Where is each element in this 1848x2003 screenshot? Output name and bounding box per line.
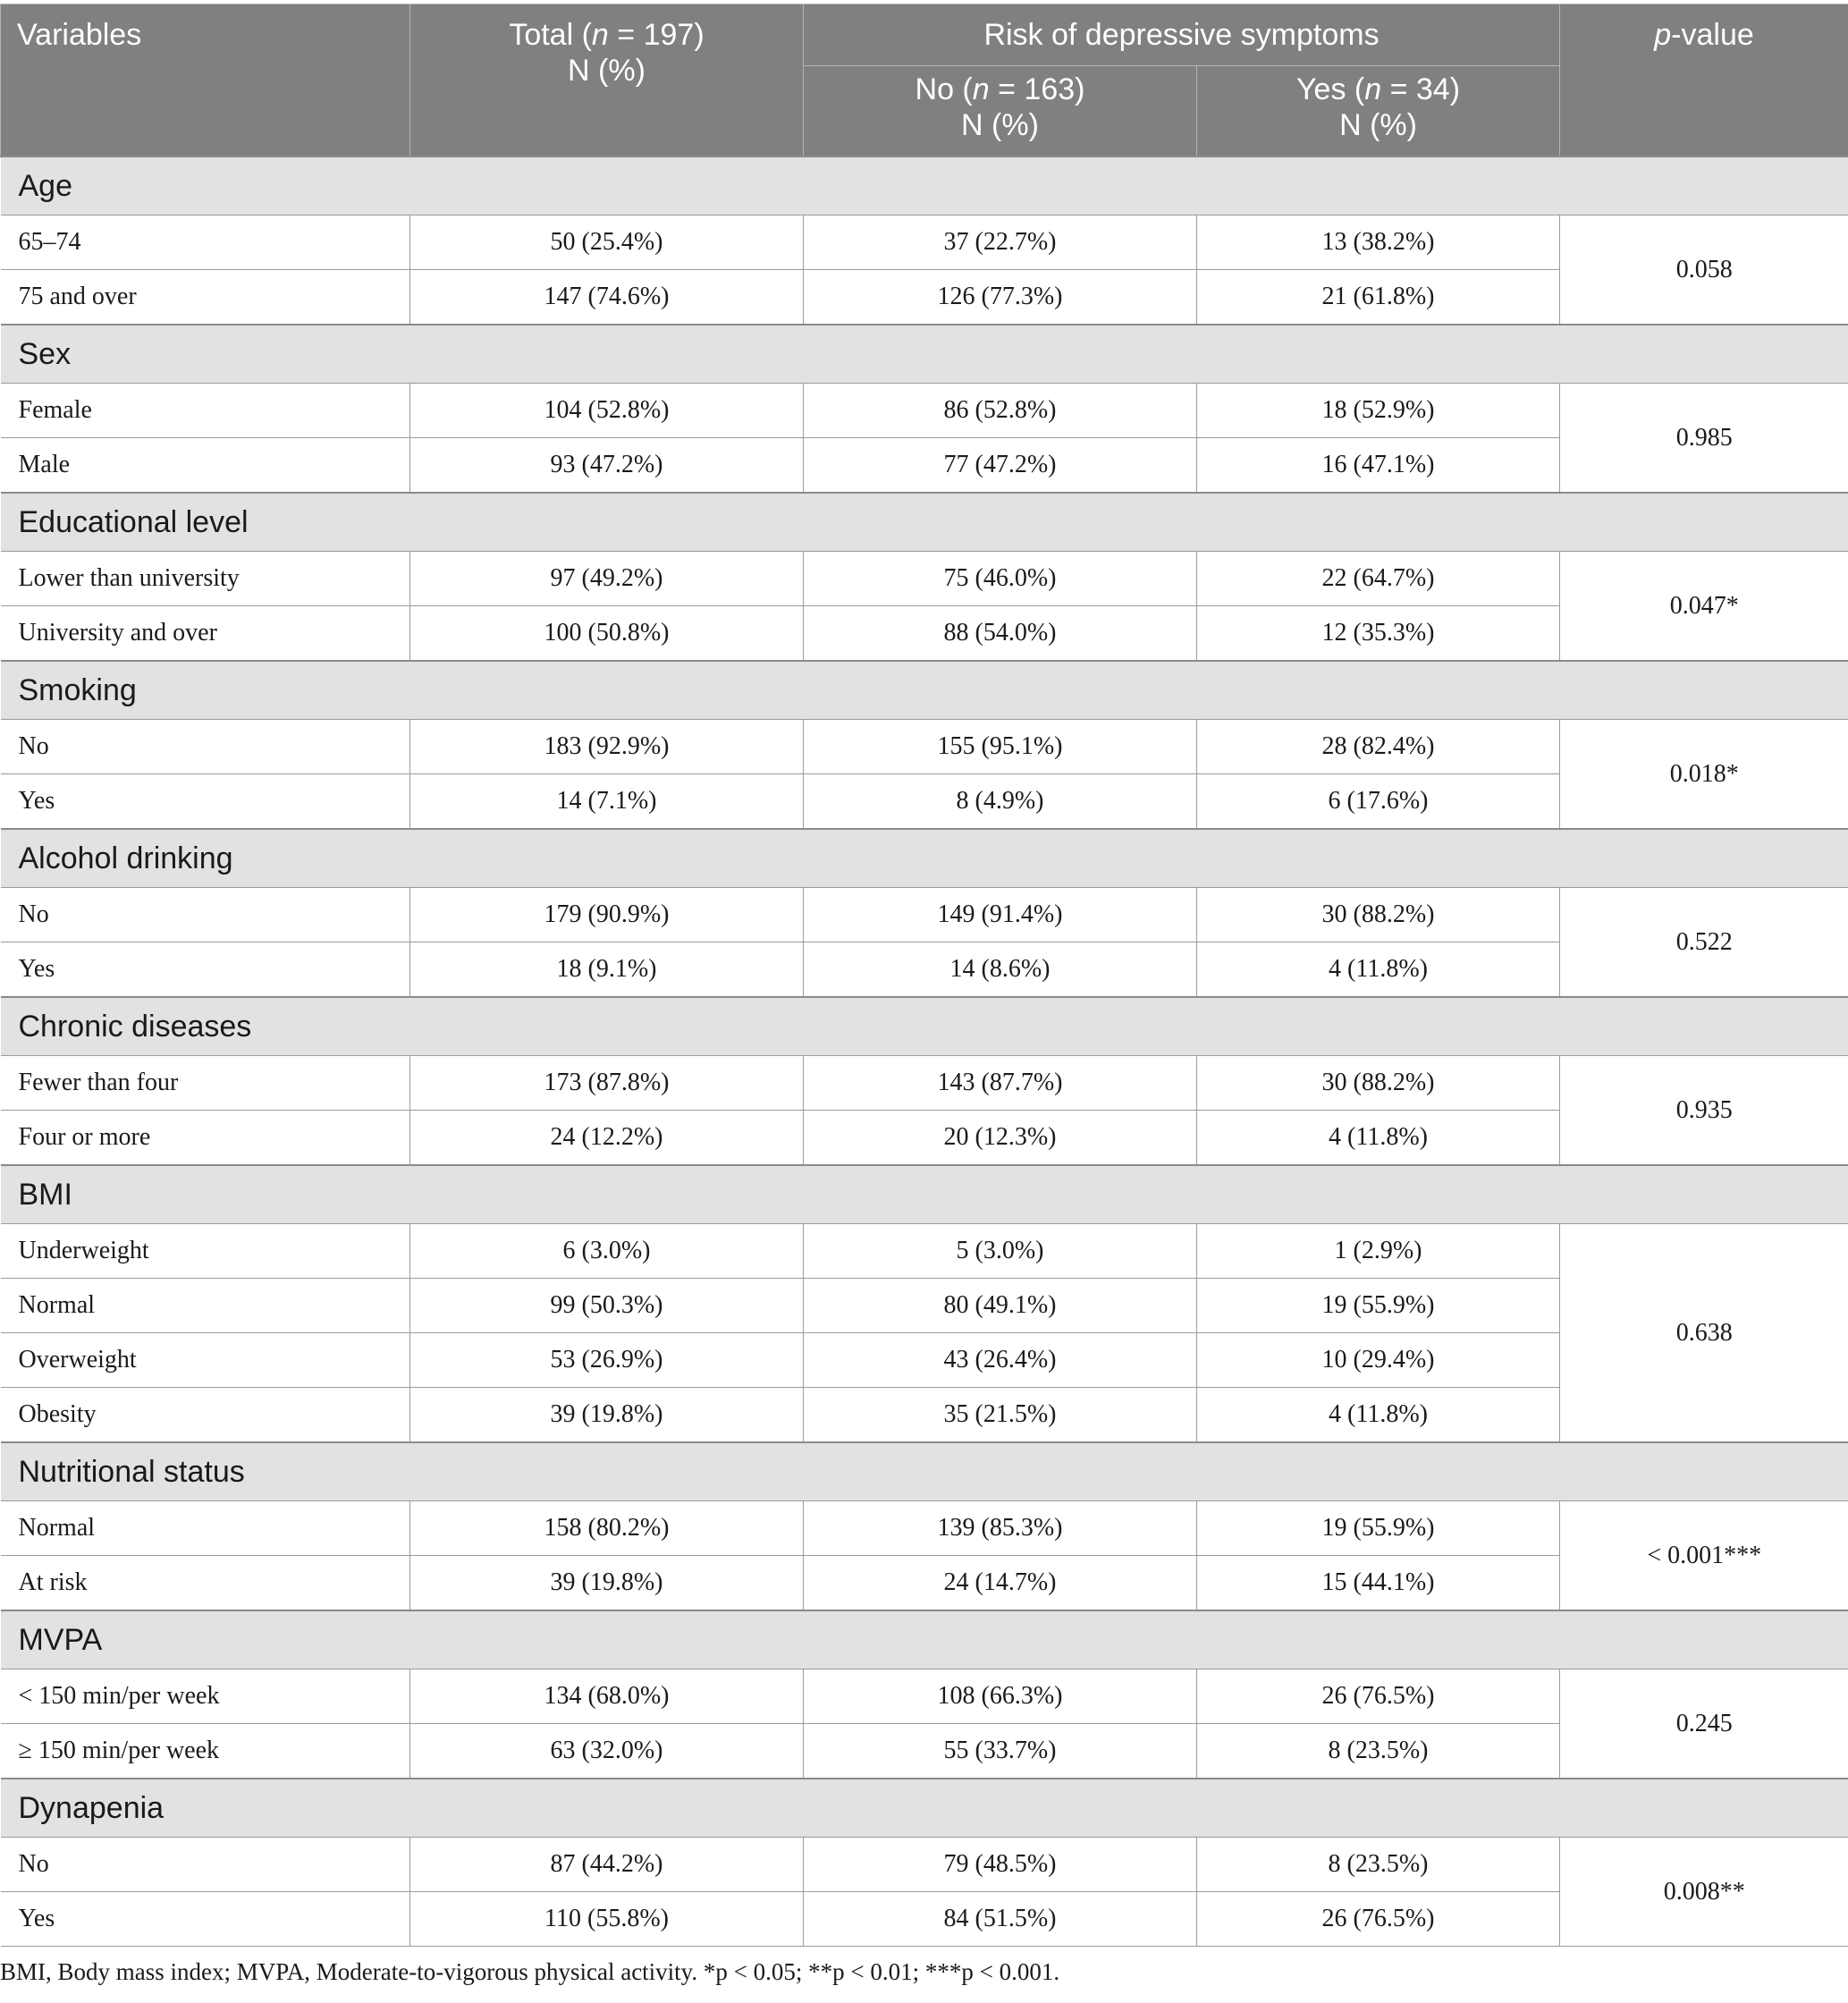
cell-yes: 26 (76.5%) — [1197, 1669, 1560, 1724]
cell-total: 173 (87.8%) — [410, 1056, 804, 1111]
cell-no: 20 (12.3%) — [804, 1111, 1197, 1166]
cell-p-value: 0.018* — [1560, 720, 1848, 830]
group-label: Nutritional status — [1, 1442, 1848, 1501]
group-label: Chronic diseases — [1, 997, 1848, 1056]
cell-total: 179 (90.9%) — [410, 888, 804, 942]
cell-no: 88 (54.0%) — [804, 606, 1197, 662]
row-label: Yes — [1, 1892, 410, 1947]
group-header-row — [1, 997, 1848, 1056]
row-label: 65–74 — [1, 216, 410, 270]
table-row — [1, 1224, 1848, 1279]
cell-total: 14 (7.1%) — [410, 774, 804, 830]
row-label: < 150 min/per week — [1, 1669, 410, 1724]
cell-p-value: 0.008** — [1560, 1838, 1848, 1947]
table-row — [1, 1501, 1848, 1556]
cell-no: 43 (26.4%) — [804, 1333, 1197, 1388]
header-variables: Variables — [1, 4, 410, 157]
group-header-row — [1, 1442, 1848, 1501]
row-label: Four or more — [1, 1111, 410, 1166]
cell-total: 97 (49.2%) — [410, 552, 804, 606]
cell-yes: 10 (29.4%) — [1197, 1333, 1560, 1388]
cell-yes: 8 (23.5%) — [1197, 1724, 1560, 1779]
header-p-value: p-value — [1560, 4, 1848, 157]
cell-total: 147 (74.6%) — [410, 270, 804, 325]
group-label: Educational level — [1, 493, 1848, 552]
characteristics-table — [0, 4, 1848, 1947]
cell-no: 84 (51.5%) — [804, 1892, 1197, 1947]
row-label: Overweight — [1, 1333, 410, 1388]
row-label: Underweight — [1, 1224, 410, 1279]
row-label: Normal — [1, 1501, 410, 1556]
cell-yes: 22 (64.7%) — [1197, 552, 1560, 606]
group-header-row — [1, 829, 1848, 888]
cell-p-value: 0.047* — [1560, 552, 1848, 662]
cell-no: 77 (47.2%) — [804, 438, 1197, 494]
cell-total: 134 (68.0%) — [410, 1669, 804, 1724]
cell-yes: 26 (76.5%) — [1197, 1892, 1560, 1947]
cell-total: 53 (26.9%) — [410, 1333, 804, 1388]
cell-no: 8 (4.9%) — [804, 774, 1197, 830]
cell-total: 50 (25.4%) — [410, 216, 804, 270]
cell-yes: 15 (44.1%) — [1197, 1556, 1560, 1611]
cell-no: 14 (8.6%) — [804, 942, 1197, 998]
table-container — [0, 4, 1848, 1947]
row-label: Male — [1, 438, 410, 494]
cell-yes: 18 (52.9%) — [1197, 384, 1560, 438]
row-label: University and over — [1, 606, 410, 662]
cell-total: 110 (55.8%) — [410, 1892, 804, 1947]
cell-no: 37 (22.7%) — [804, 216, 1197, 270]
cell-yes: 16 (47.1%) — [1197, 438, 1560, 494]
cell-p-value: 0.522 — [1560, 888, 1848, 998]
group-header-row — [1, 1165, 1848, 1224]
cell-yes: 4 (11.8%) — [1197, 942, 1560, 998]
cell-p-value: < 0.001*** — [1560, 1501, 1848, 1611]
cell-total: 93 (47.2%) — [410, 438, 804, 494]
row-label: No — [1, 720, 410, 774]
cell-total: 100 (50.8%) — [410, 606, 804, 662]
row-label: Yes — [1, 774, 410, 830]
group-header-row — [1, 1610, 1848, 1669]
row-label: Obesity — [1, 1388, 410, 1443]
table-row — [1, 720, 1848, 774]
row-label: Lower than university — [1, 552, 410, 606]
row-label: Fewer than four — [1, 1056, 410, 1111]
table-body — [1, 156, 1848, 1947]
table-row — [1, 552, 1848, 606]
cell-yes: 12 (35.3%) — [1197, 606, 1560, 662]
header-total: Total (n = 197) N (%) — [410, 4, 804, 157]
cell-yes: 13 (38.2%) — [1197, 216, 1560, 270]
group-label: Sex — [1, 325, 1848, 384]
cell-p-value: 0.638 — [1560, 1224, 1848, 1443]
cell-no: 79 (48.5%) — [804, 1838, 1197, 1892]
cell-total: 18 (9.1%) — [410, 942, 804, 998]
table-row — [1, 888, 1848, 942]
cell-no: 155 (95.1%) — [804, 720, 1197, 774]
cell-yes: 19 (55.9%) — [1197, 1279, 1560, 1333]
group-label: BMI — [1, 1165, 1848, 1224]
group-label: Smoking — [1, 661, 1848, 720]
cell-p-value: 0.935 — [1560, 1056, 1848, 1166]
group-header-row — [1, 156, 1848, 216]
cell-yes: 4 (11.8%) — [1197, 1388, 1560, 1443]
row-label: Yes — [1, 942, 410, 998]
cell-total: 183 (92.9%) — [410, 720, 804, 774]
cell-no: 139 (85.3%) — [804, 1501, 1197, 1556]
table-row — [1, 216, 1848, 270]
group-header-row — [1, 1779, 1848, 1838]
cell-no: 24 (14.7%) — [804, 1556, 1197, 1611]
cell-no: 149 (91.4%) — [804, 888, 1197, 942]
header-risk-group: Risk of depressive symptoms — [804, 4, 1560, 66]
cell-total: 158 (80.2%) — [410, 1501, 804, 1556]
cell-no: 126 (77.3%) — [804, 270, 1197, 325]
group-header-row — [1, 325, 1848, 384]
cell-no: 143 (87.7%) — [804, 1056, 1197, 1111]
row-label: Female — [1, 384, 410, 438]
group-label: Age — [1, 156, 1848, 216]
cell-yes: 28 (82.4%) — [1197, 720, 1560, 774]
cell-no: 5 (3.0%) — [804, 1224, 1197, 1279]
cell-yes: 30 (88.2%) — [1197, 888, 1560, 942]
cell-yes: 19 (55.9%) — [1197, 1501, 1560, 1556]
cell-total: 39 (19.8%) — [410, 1556, 804, 1611]
header-no: No (n = 163) N (%) — [804, 66, 1197, 157]
cell-total: 63 (32.0%) — [410, 1724, 804, 1779]
row-label: No — [1, 1838, 410, 1892]
cell-total: 39 (19.8%) — [410, 1388, 804, 1443]
cell-yes: 4 (11.8%) — [1197, 1111, 1560, 1166]
row-label: Normal — [1, 1279, 410, 1333]
row-label: No — [1, 888, 410, 942]
cell-total: 99 (50.3%) — [410, 1279, 804, 1333]
header-yes: Yes (n = 34) N (%) — [1197, 66, 1560, 157]
cell-total: 104 (52.8%) — [410, 384, 804, 438]
row-label: At risk — [1, 1556, 410, 1611]
cell-p-value: 0.985 — [1560, 384, 1848, 494]
table-row — [1, 1669, 1848, 1724]
cell-total: 87 (44.2%) — [410, 1838, 804, 1892]
cell-p-value: 0.245 — [1560, 1669, 1848, 1779]
cell-yes: 1 (2.9%) — [1197, 1224, 1560, 1279]
cell-no: 55 (33.7%) — [804, 1724, 1197, 1779]
group-label: MVPA — [1, 1610, 1848, 1669]
cell-total: 24 (12.2%) — [410, 1111, 804, 1166]
group-label: Alcohol drinking — [1, 829, 1848, 888]
cell-no: 75 (46.0%) — [804, 552, 1197, 606]
cell-no: 86 (52.8%) — [804, 384, 1197, 438]
row-label: ≥ 150 min/per week — [1, 1724, 410, 1779]
row-label: 75 and over — [1, 270, 410, 325]
table-footnote: BMI, Body mass index; MVPA, Moderate-to-vigorous physical activity. *p < 0.05; **p < 0.01; ***p < 0.001. — [0, 1958, 1060, 1985]
group-header-row — [1, 493, 1848, 552]
cell-yes: 6 (17.6%) — [1197, 774, 1560, 830]
table-row — [1, 1838, 1848, 1892]
cell-yes: 21 (61.8%) — [1197, 270, 1560, 325]
cell-total: 6 (3.0%) — [410, 1224, 804, 1279]
cell-no: 35 (21.5%) — [804, 1388, 1197, 1443]
table-row — [1, 384, 1848, 438]
cell-yes: 30 (88.2%) — [1197, 1056, 1560, 1111]
cell-yes: 8 (23.5%) — [1197, 1838, 1560, 1892]
group-label: Dynapenia — [1, 1779, 1848, 1838]
cell-no: 80 (49.1%) — [804, 1279, 1197, 1333]
cell-p-value: 0.058 — [1560, 216, 1848, 325]
table-row — [1, 1056, 1848, 1111]
cell-no: 108 (66.3%) — [804, 1669, 1197, 1724]
group-header-row — [1, 661, 1848, 720]
